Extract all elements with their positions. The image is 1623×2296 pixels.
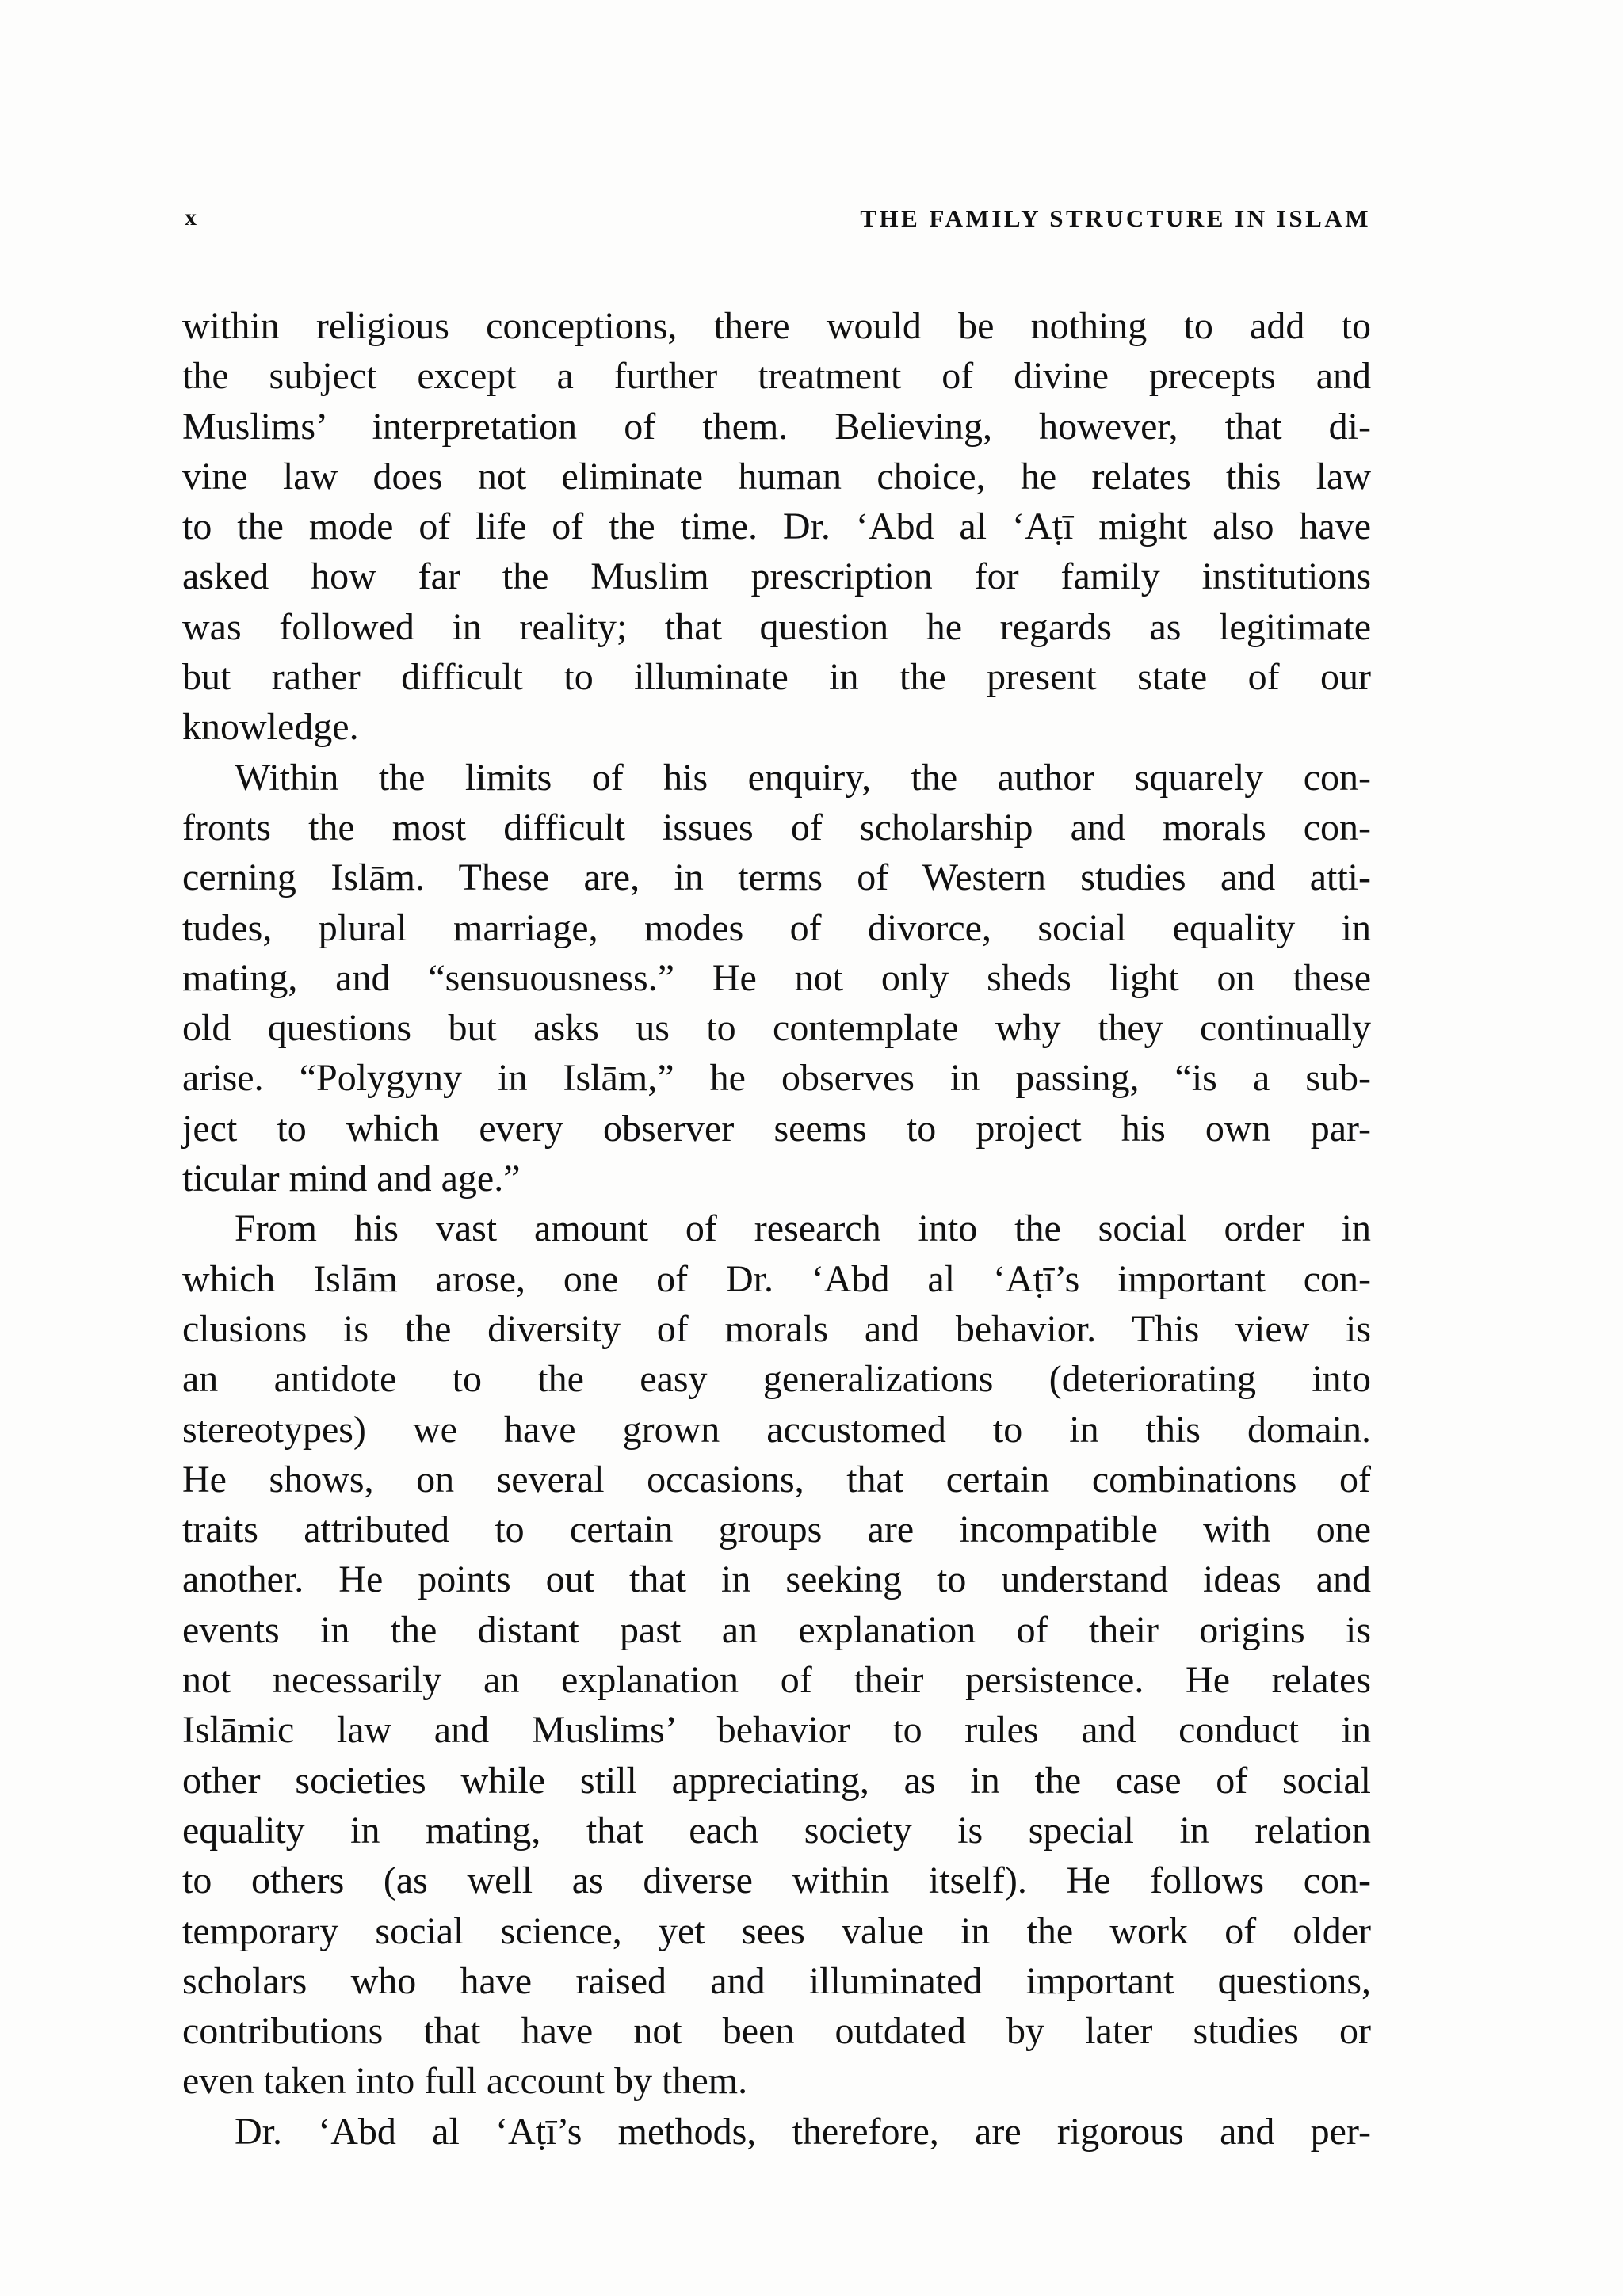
- text-line: equality in mating, that each society is special in relation: [182, 1809, 1371, 1852]
- text-line: mating, and “sensuousness.” He not only sheds light on these: [182, 956, 1371, 999]
- text-line: Islāmic law and Muslims’ behavior to rules and conduct in: [182, 1709, 1371, 1752]
- text-line: not necessarily an explanation of their persistence. He relates: [182, 1659, 1371, 1702]
- text-line: traits attributed to certain groups are incompatible with one: [182, 1508, 1371, 1551]
- running-head: [185, 204, 1371, 239]
- text-line: arise. “Polygyny in Islām,” he observes in passing, “is a sub-: [182, 1057, 1371, 1100]
- text-line: Dr. ‘Abd al ‘Aṭī’s methods, therefore, are rigorous and per-: [235, 2110, 1371, 2153]
- text-line: another. He points out that in seeking to understand ideas and: [182, 1558, 1371, 1601]
- running-title: THE FAMILY STRUCTURE IN ISLAM: [860, 204, 1371, 232]
- text-line: events in the distant past an explanation of their origins is: [182, 1608, 1371, 1651]
- text-line: even taken into full account by them.: [182, 2060, 748, 2103]
- text-line: to others (as well as diverse within itself). He follows con-: [182, 1859, 1371, 1902]
- text-line: within religious conceptions, there would be nothing to add to: [182, 305, 1371, 347]
- text-line: an antidote to the easy generalizations (deteriorating into: [182, 1358, 1371, 1401]
- text-line: stereotypes) we have grown accustomed to in this domain.: [182, 1408, 1371, 1451]
- text-line: Within the limits of his enquiry, the author squarely con-: [235, 756, 1371, 799]
- text-line: but rather difficult to illuminate in the present state of our: [182, 656, 1371, 699]
- text-line: vine law does not eliminate human choice, he relates this law: [182, 455, 1371, 498]
- text-line: was followed in reality; that question he regards as legitimate: [182, 605, 1371, 648]
- text-line: old questions but asks us to contemplate why they continually: [182, 1007, 1371, 1050]
- text-line: to the mode of life of the time. Dr. ‘Abd al ‘Aṭī might also have: [182, 505, 1371, 548]
- text-line: tudes, plural marriage, modes of divorce, social equality in: [182, 906, 1371, 949]
- text-line: From his vast amount of research into the social order in: [235, 1207, 1371, 1250]
- text-line: ject to which every observer seems to project his own par-: [182, 1107, 1371, 1150]
- text-line: cerning Islām. These are, in terms of Western studies and atti-: [182, 856, 1371, 899]
- text-line: temporary social science, yet sees value in the work of older: [182, 1909, 1371, 1952]
- text-line: clusions is the diversity of morals and behavior. This view is: [182, 1307, 1371, 1350]
- text-line: knowledge.: [182, 706, 359, 749]
- page-number: x: [185, 204, 197, 231]
- text-line: other societies while still appreciating, as in the case of social: [182, 1759, 1371, 1802]
- text-line: asked how far the Muslim prescription for family institutions: [182, 555, 1371, 598]
- text-line: contributions that have not been outdated by later studies or: [182, 2010, 1371, 2053]
- body-text: [182, 301, 1371, 2157]
- text-line: the subject except a further treatment of divine precepts and: [182, 355, 1371, 398]
- text-line: which Islām arose, one of Dr. ‘Abd al ‘Aṭī’s important con-: [182, 1257, 1371, 1300]
- text-line: He shows, on several occasions, that certain combinations of: [182, 1458, 1371, 1501]
- text-line: Muslims’ interpretation of them. Believing, however, that di-: [182, 405, 1371, 448]
- text-line: ticular mind and age.”: [182, 1158, 521, 1200]
- text-line: fronts the most difficult issues of scholarship and morals con-: [182, 806, 1371, 849]
- text-line: scholars who have raised and illuminated important questions,: [182, 1959, 1371, 2002]
